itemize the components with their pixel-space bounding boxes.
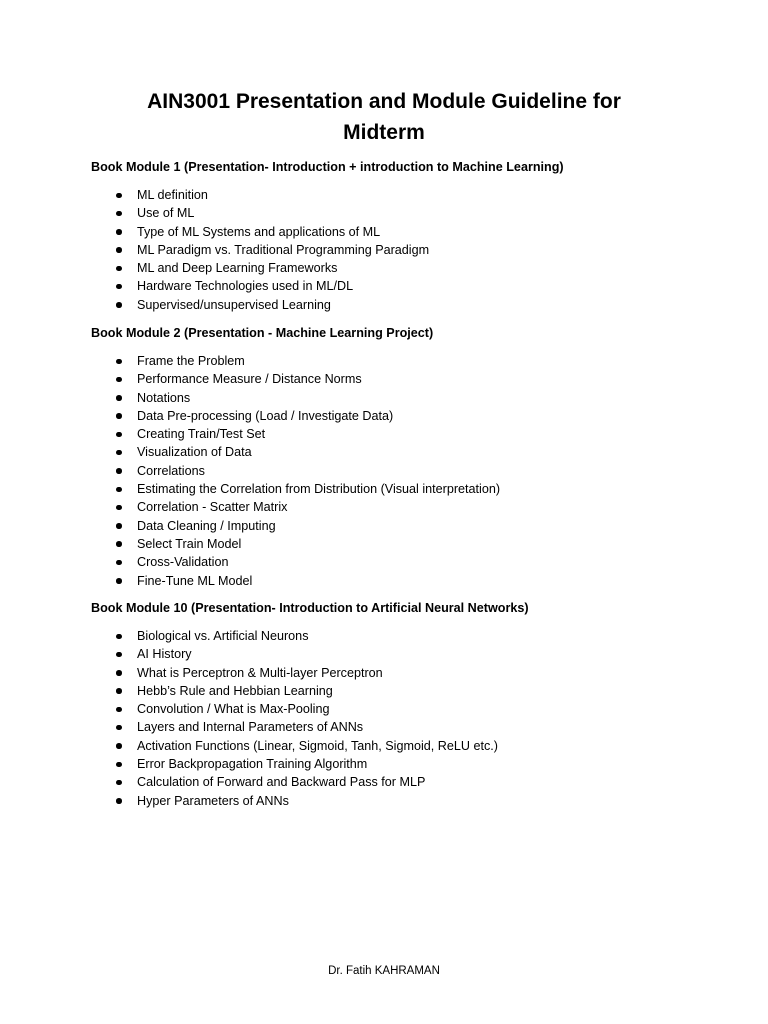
list-item-text: Hardware Technologies used in ML/DL <box>137 279 354 294</box>
list-item-text: Data Pre-processing (Load / Investigate Data) <box>137 408 394 423</box>
bullet-icon <box>116 634 122 640</box>
bullet-icon <box>116 377 122 383</box>
list-item <box>91 277 711 295</box>
list-item <box>91 389 711 407</box>
bullet-icon <box>116 560 122 566</box>
list-item-text: Biological vs. Artificial Neurons <box>137 629 309 643</box>
list-item <box>91 498 711 516</box>
list-item-text: Data Cleaning / Imputing <box>137 518 276 533</box>
bullet-icon <box>116 688 122 694</box>
list-item <box>91 773 711 791</box>
list-item-text: Type of ML Systems and applications of ML <box>137 224 381 239</box>
list-item-text: ML Paradigm vs. Traditional Programming Paradigm <box>137 242 430 257</box>
list-item <box>91 700 711 718</box>
bullet-icon <box>116 247 122 253</box>
list-item-text: Use of ML <box>137 206 195 221</box>
bullet-icon <box>116 505 122 511</box>
list-item <box>91 241 711 259</box>
list-item <box>91 645 711 663</box>
footer-author: Dr. Fatih KAHRAMAN <box>328 965 440 977</box>
bullet-icon <box>116 302 122 308</box>
module-section <box>91 324 711 590</box>
bullet-icon <box>116 193 122 199</box>
list-item-text: Layers and Internal Parameters of ANNs <box>137 720 364 735</box>
list-item-text: Notations <box>137 390 191 405</box>
list-item-text: Fine-Tune ML Model <box>137 573 253 588</box>
list-item-text: Convolution / What is Max-Pooling <box>137 702 330 717</box>
list-item <box>91 517 711 535</box>
list-item-text: What is Perceptron & Multi-layer Perceptron <box>137 665 383 680</box>
bullet-icon <box>116 413 122 419</box>
list-item-text: Frame the Problem <box>137 354 245 368</box>
list-item <box>91 792 711 810</box>
list-item <box>91 627 711 645</box>
list-item <box>91 407 711 425</box>
list-item <box>91 535 711 553</box>
module-section <box>91 599 711 810</box>
list-item <box>91 186 711 204</box>
list-item <box>91 425 711 443</box>
bullet-icon <box>116 743 122 749</box>
list-item-text: Select Train Model <box>137 536 242 551</box>
list-item <box>91 480 711 498</box>
bullet-icon <box>116 359 122 365</box>
bullet-icon <box>116 229 122 235</box>
module-item-list <box>91 186 711 314</box>
title-line-1: AIN3001 Presentation and Module Guideline for <box>147 90 621 113</box>
list-item <box>91 553 711 571</box>
list-item <box>91 755 711 773</box>
list-item <box>91 737 711 755</box>
bullet-icon <box>116 432 122 438</box>
bullet-icon <box>116 266 122 272</box>
module-item-list <box>91 352 711 590</box>
bullet-icon <box>116 395 122 401</box>
list-item-text: Hebb’s Rule and Hebbian Learning <box>137 683 333 698</box>
list-item-text: ML definition <box>137 188 208 202</box>
document-title <box>100 86 668 148</box>
bullet-icon <box>116 798 122 804</box>
list-item <box>91 352 711 370</box>
bullet-icon <box>116 523 122 529</box>
title-line-2: Midterm <box>343 121 425 144</box>
list-item <box>91 204 711 222</box>
module-item-list <box>91 627 711 810</box>
bullet-icon <box>116 707 122 713</box>
list-item-text: Estimating the Correlation from Distribution (Visual interpretation) <box>137 482 501 497</box>
list-item <box>91 462 711 480</box>
bullet-icon <box>116 450 122 456</box>
list-item-text: Calculation of Forward and Backward Pass for MLP <box>137 775 426 790</box>
bullet-icon <box>116 468 122 474</box>
bullet-icon <box>116 487 122 493</box>
list-item <box>91 664 711 682</box>
list-item-text: Visualization of Data <box>137 445 252 460</box>
list-item-text: Correlations <box>137 463 205 478</box>
list-item-text: Cross-Validation <box>137 555 229 570</box>
module-section <box>91 158 711 314</box>
bullet-icon <box>116 780 122 786</box>
module-heading: Book Module 2 (Presentation - Machine Learning Project) <box>91 326 434 340</box>
list-item-text: ML and Deep Learning Frameworks <box>137 261 338 276</box>
list-item-text: Correlation - Scatter Matrix <box>137 500 288 515</box>
bullet-icon <box>116 725 122 731</box>
list-item <box>91 296 711 314</box>
list-item <box>91 718 711 736</box>
list-item <box>91 443 711 461</box>
list-item-text: Activation Functions (Linear, Sigmoid, Tanh, Sigmoid, ReLU etc.) <box>137 738 498 753</box>
module-heading: Book Module 1 (Presentation- Introduction + introduction to Machine Learning) <box>91 160 564 174</box>
list-item-text: Supervised/unsupervised Learning <box>137 297 331 312</box>
list-item-text: AI History <box>137 647 192 662</box>
list-item <box>91 223 711 241</box>
list-item <box>91 572 711 590</box>
bullet-icon <box>116 762 122 768</box>
bullet-icon <box>116 541 122 547</box>
list-item-text: Creating Train/Test Set <box>137 427 266 442</box>
list-item-text: Error Backpropagation Training Algorithm <box>137 757 368 772</box>
bullet-icon <box>116 652 122 658</box>
list-item <box>91 370 711 388</box>
bullet-icon <box>116 670 122 676</box>
list-item <box>91 682 711 700</box>
bullet-icon <box>116 578 122 584</box>
list-item-text: Hyper Parameters of ANNs <box>137 793 289 808</box>
bullet-icon <box>116 284 122 290</box>
bullet-icon <box>116 211 122 217</box>
list-item <box>91 259 711 277</box>
module-heading: Book Module 10 (Presentation- Introduction to Artificial Neural Networks) <box>91 601 529 615</box>
list-item-text: Performance Measure / Distance Norms <box>137 372 362 387</box>
